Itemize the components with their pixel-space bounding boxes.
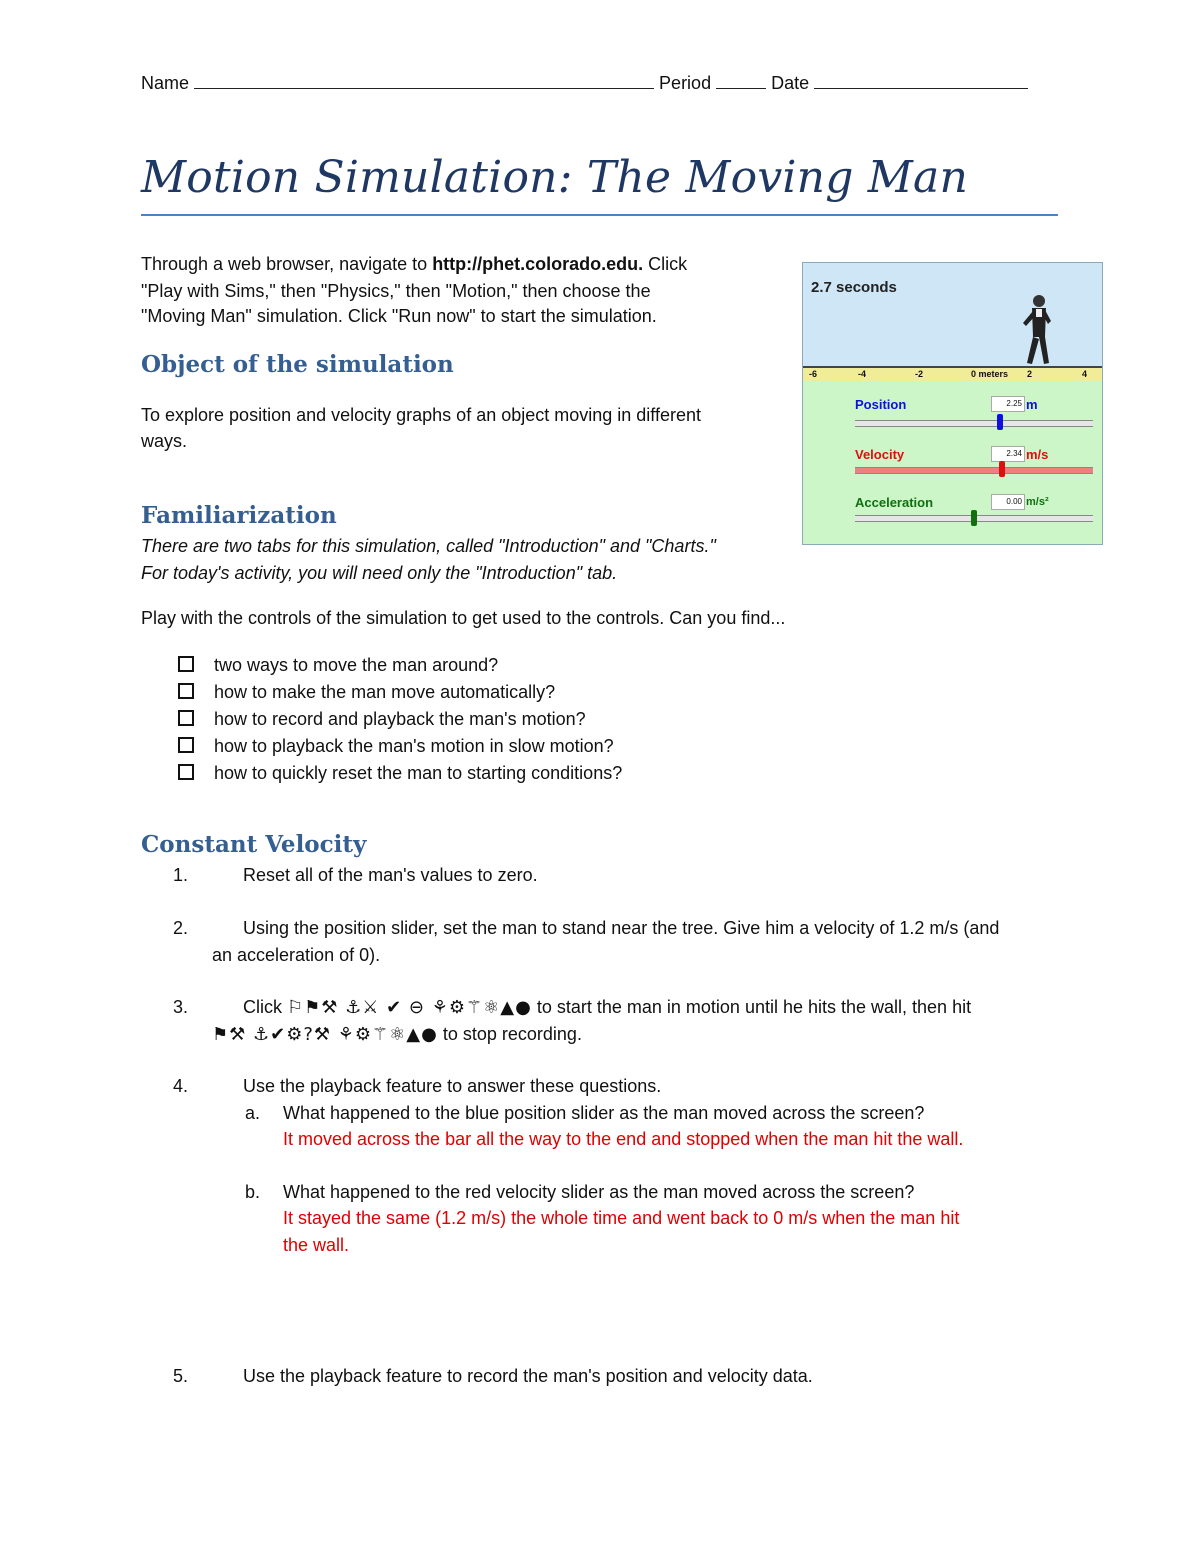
- step-number: 3.: [173, 997, 189, 1017]
- object-line-1: To explore position and velocity graphs of an object moving in different: [141, 405, 702, 425]
- checklist-text: how to quickly reset the man to starting conditions?: [214, 763, 623, 783]
- ruler-tick: -2: [915, 369, 924, 379]
- step-text: Use the playback feature to record the man's position and velocity data.: [243, 1366, 813, 1386]
- checklist-item[interactable]: [178, 679, 622, 706]
- ruler-tick: 4: [1082, 369, 1088, 379]
- answer-b-line-2: the wall.: [283, 1235, 350, 1255]
- phet-url[interactable]: http://phet.colorado.edu.: [432, 254, 644, 274]
- step-2: [173, 915, 999, 942]
- checklist-item[interactable]: [178, 760, 622, 787]
- checkbox-icon[interactable]: [178, 710, 194, 726]
- date-label: Date: [771, 73, 810, 93]
- sim-time: 2.7 seconds: [811, 279, 897, 296]
- step-number: 5.: [173, 1366, 189, 1386]
- position-value-field[interactable]: 2.25: [991, 396, 1025, 412]
- question-b: [245, 1179, 914, 1206]
- position-unit: m: [1026, 397, 1038, 412]
- checklist-item[interactable]: [178, 733, 622, 760]
- checklist-text: two ways to move the man around?: [214, 655, 499, 675]
- date-blank[interactable]: [814, 72, 1028, 89]
- acceleration-unit: m/s²: [1026, 496, 1049, 508]
- familiarization-heading: Familiarization: [141, 502, 337, 529]
- position-slider-track[interactable]: [855, 420, 1093, 427]
- checklist-text: how to playback the man's motion in slow motion?: [214, 736, 614, 756]
- step-text: Use the playback feature to answer these questions.: [243, 1076, 662, 1096]
- question-text: What happened to the blue position slider as the man moved across the screen?: [283, 1103, 925, 1123]
- fam-prompt: Play with the controls of the simulation to get used to the controls. Can you find...: [141, 608, 786, 628]
- checklist-text: how to make the man move automatically?: [214, 682, 556, 702]
- acceleration-label: Acceleration: [855, 495, 934, 510]
- checklist-text: how to record and playback the man's motion?: [214, 709, 586, 729]
- position-slider-thumb[interactable]: [997, 414, 1003, 430]
- step-text: to stop recording.: [437, 1024, 582, 1044]
- step-3-cont: [212, 1021, 582, 1048]
- ruler-tick: -4: [858, 369, 867, 379]
- step-number: 1.: [173, 865, 189, 885]
- stop-button-symbols: ⚑⚒ ⚓✔⚙?⚒ ⚘⚙⚚⚛▲●: [212, 1024, 438, 1045]
- question-letter: a.: [245, 1103, 261, 1123]
- period-blank[interactable]: [716, 72, 766, 89]
- step-4: [173, 1073, 661, 1100]
- step-1: [173, 862, 538, 889]
- step-text: Reset all of the man's values to zero.: [243, 865, 538, 885]
- step-text: to start the man in motion until he hits the wall, then hit: [531, 997, 972, 1017]
- step-number: 4.: [173, 1076, 189, 1096]
- question-letter: b.: [245, 1182, 261, 1202]
- velocity-slider-thumb[interactable]: [999, 461, 1005, 477]
- step-2-cont: an acceleration of 0).: [212, 945, 381, 965]
- ruler-tick: 2: [1027, 369, 1033, 379]
- acceleration-slider-thumb[interactable]: [971, 510, 977, 526]
- object-line-2: ways.: [141, 431, 188, 451]
- step-5: [173, 1363, 813, 1390]
- moving-man-icon: [1017, 293, 1057, 367]
- name-label: Name: [141, 73, 190, 93]
- checklist-item[interactable]: [178, 652, 622, 679]
- page-title: Motion Simulation: The Moving Man: [141, 152, 968, 203]
- answer-b-line-1: It stayed the same (1.2 m/s) the whole time and went back to 0 m/s when the man hit: [283, 1208, 960, 1228]
- simulation-screenshot: [802, 262, 1103, 545]
- step-text: Click: [243, 997, 287, 1017]
- velocity-unit: m/s: [1026, 447, 1049, 462]
- checkbox-icon[interactable]: [178, 683, 194, 699]
- question-text: What happened to the red velocity slider as the man moved across the screen?: [283, 1182, 915, 1202]
- acceleration-value-field[interactable]: 0.00: [991, 494, 1025, 510]
- name-blank[interactable]: [194, 72, 654, 89]
- checkbox-icon[interactable]: [178, 656, 194, 672]
- step-3: [173, 994, 971, 1021]
- ruler-tick: -6: [809, 369, 818, 379]
- velocity-value-field[interactable]: 2.34: [991, 446, 1025, 462]
- intro-text: Through a web browser, navigate to: [141, 254, 433, 274]
- object-heading: Object of the simulation: [141, 351, 454, 378]
- header-fields: [141, 72, 1028, 94]
- position-label: Position: [855, 397, 907, 412]
- question-a: [245, 1100, 924, 1127]
- fam-italic-2: For today's activity, you will need only the "Introduction" tab.: [141, 563, 618, 583]
- checklist-item[interactable]: [178, 706, 622, 733]
- intro-line-3: "Moving Man" simulation. Click "Run now" to start the simulation.: [141, 306, 657, 326]
- ruler-tick: 0 meters: [971, 369, 1009, 379]
- checkbox-icon[interactable]: [178, 737, 194, 753]
- velocity-slider-track[interactable]: [855, 467, 1093, 474]
- title-rule: [141, 214, 1058, 216]
- period-label: Period: [659, 73, 712, 93]
- answer-a: It moved across the bar all the way to the end and stopped when the man hit the wall.: [283, 1129, 964, 1149]
- velocity-label: Velocity: [855, 447, 905, 462]
- step-number: 2.: [173, 918, 189, 938]
- constant-velocity-heading: Constant Velocity: [141, 831, 367, 858]
- checklist: [178, 652, 622, 787]
- go-button-symbols: ⚐⚑⚒ ⚓⚔ ✔ ⊖ ⚘⚙⚚⚛▲●: [287, 997, 532, 1018]
- checkbox-icon[interactable]: [178, 764, 194, 780]
- intro-line-2: "Play with Sims," then "Physics," then "Motion," then choose the: [141, 281, 651, 301]
- fam-italic-1: There are two tabs for this simulation, called "Introduction" and "Charts.": [141, 536, 716, 556]
- intro-line-1: [141, 251, 687, 278]
- step-text: Using the position slider, set the man to stand near the tree. Give him a velocity of 1.2 m/s (and: [243, 918, 1000, 938]
- intro-click: Click: [643, 254, 688, 274]
